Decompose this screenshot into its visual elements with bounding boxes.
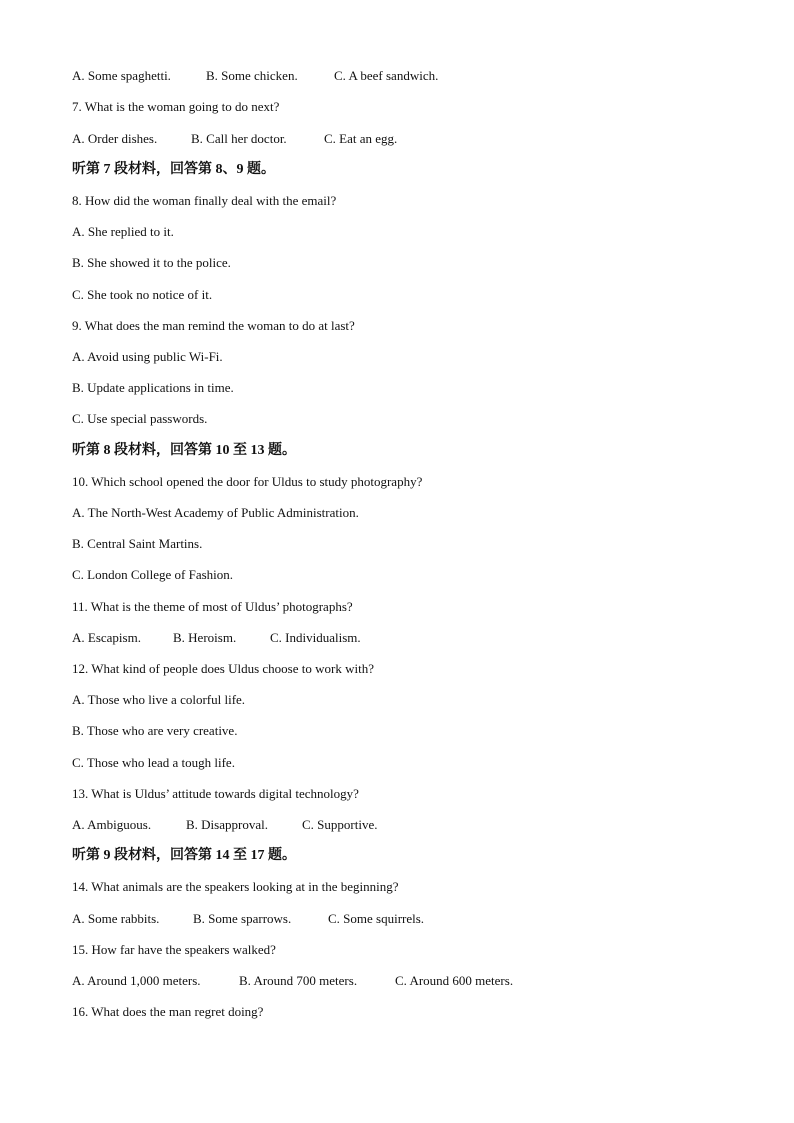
q14-option-a: A. Some rabbits. [72,911,160,926]
q6-option-b: B. Some chicken. [206,68,298,83]
q10-option-a: A. The North-West Academy of Public Administration. [72,505,359,520]
section-7-heading: 听第 7 段材料，回答第 8、9 题。 [72,162,275,177]
q7-question: 7. What is the woman going to do next? [72,99,280,114]
q10-question: 10. Which school opened the door for Uldus to study photography? [72,474,423,489]
q12-option-b: B. Those who are very creative. [72,723,238,738]
q11-option-c: C. Individualism. [270,630,361,645]
q14-question: 14. What animals are the speakers looking at in the beginning? [72,879,399,894]
section-8-heading: 听第 8 段材料，回答第 10 至 13 题。 [72,443,296,458]
q15-option-b: B. Around 700 meters. [239,973,358,988]
q14-option-b: B. Some sparrows. [193,911,292,926]
q7-option-c: C. Eat an egg. [324,131,398,146]
q15-question: 15. How far have the speakers walked? [72,942,276,957]
q9-option-b: B. Update applications in time. [72,380,234,395]
q9-question: 9. What does the man remind the woman to do at last? [72,318,355,333]
q11-question: 11. What is the theme of most of Uldus’ photographs? [72,599,353,614]
q13-question: 13. What is Uldus’ attitude towards digital technology? [72,786,359,801]
q9-option-a: A. Avoid using public Wi-Fi. [72,349,223,364]
q15-option-a: A. Around 1,000 meters. [72,973,201,988]
q12-option-a: A. Those who live a colorful life. [72,692,246,707]
q11-option-a: A. Escapism. [72,630,141,645]
q9-option-c: C. Use special passwords. [72,411,208,426]
q16-question: 16. What does the man regret doing? [72,1004,264,1019]
q8-option-b: B. She showed it to the police. [72,255,231,270]
q11-option-b: B. Heroism. [173,630,237,645]
q15-option-c: C. Around 600 meters. [395,973,514,988]
section-9-heading: 听第 9 段材料，回答第 14 至 17 题。 [72,848,296,863]
q13-option-c: C. Supportive. [302,817,378,832]
q6-option-a: A. Some spaghetti. [72,68,171,83]
q6-option-c: C. A beef sandwich. [334,68,439,83]
q8-option-c: C. She took no notice of it. [72,287,213,302]
q8-option-a: A. She replied to it. [72,224,174,239]
q13-option-b: B. Disapproval. [186,817,268,832]
q7-option-a: A. Order dishes. [72,131,158,146]
q13-option-a: A. Ambiguous. [72,817,152,832]
q10-option-b: B. Central Saint Martins. [72,536,203,551]
q7-option-b: B. Call her doctor. [191,131,287,146]
q8-question: 8. How did the woman finally deal with the email? [72,193,337,208]
q10-option-c: C. London College of Fashion. [72,567,234,582]
q12-question: 12. What kind of people does Uldus choose to work with? [72,661,374,676]
q12-option-c: C. Those who lead a tough life. [72,755,235,770]
q14-option-c: C. Some squirrels. [328,911,425,926]
